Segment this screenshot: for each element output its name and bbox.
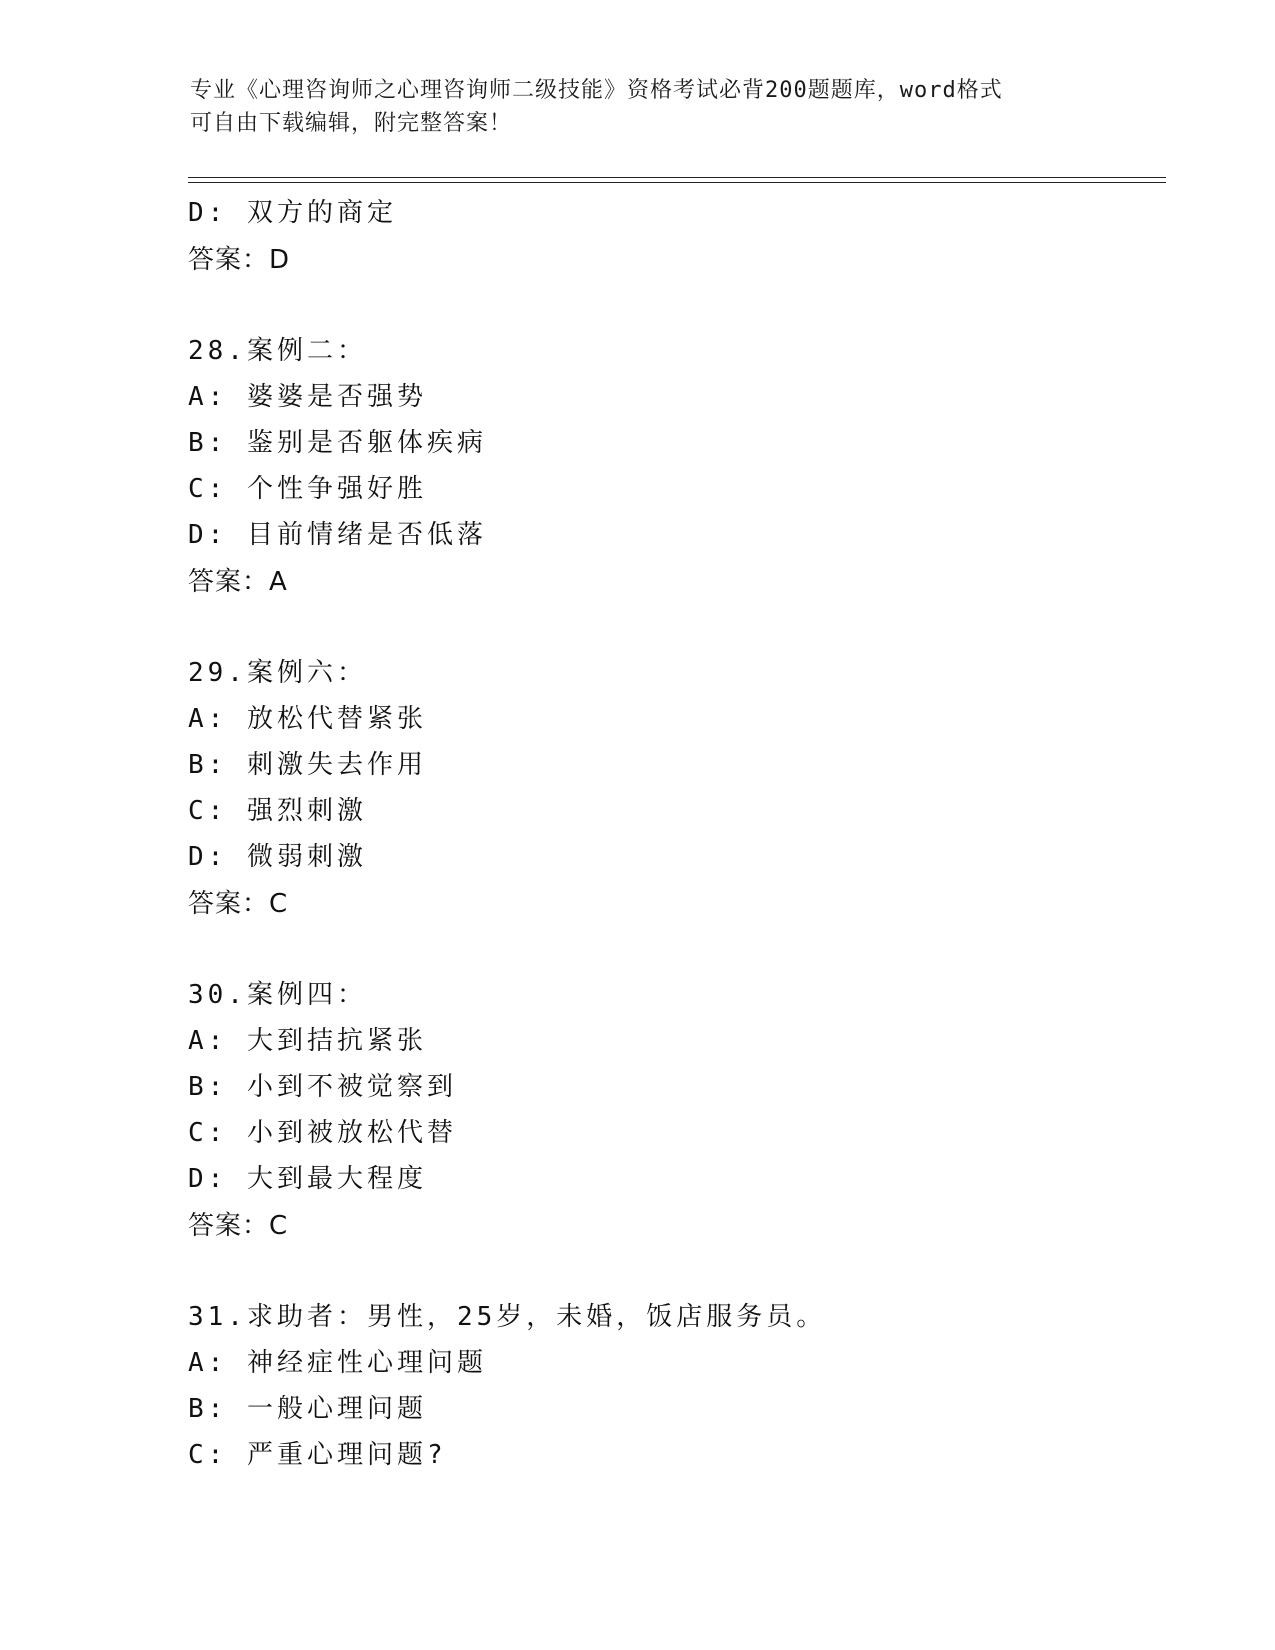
option-b: B: 小到不被觉察到 — [188, 1072, 457, 1102]
header-line-2: 可自由下载编辑，附完整答案！ — [190, 111, 513, 136]
question-31 — [188, 1294, 1148, 1478]
option-a: A: 大到拮抗紧张 — [188, 1026, 427, 1056]
question-30 — [188, 972, 1148, 1250]
option-d: D: 双方的商定 — [188, 198, 397, 228]
option-c: C: 个性争强好胜 — [188, 474, 427, 504]
header-divider-top — [188, 177, 1166, 178]
option-a: A: 神经症性心理问题 — [188, 1348, 487, 1378]
document-header — [190, 74, 1090, 140]
option-c: C: 严重心理问题? — [188, 1440, 447, 1470]
option-b: B: 刺激失去作用 — [188, 750, 427, 780]
spacer — [188, 284, 1148, 328]
option-d: D: 目前情绪是否低落 — [188, 520, 487, 550]
option-a: A: 放松代替紧张 — [188, 704, 427, 734]
option-b: B: 一般心理问题 — [188, 1394, 427, 1424]
spacer — [188, 606, 1148, 650]
question-29 — [188, 650, 1148, 928]
option-c: C: 小到被放松代替 — [188, 1118, 457, 1148]
question-title: 29.案例六： — [188, 658, 367, 688]
question-title: 31.求助者：男性，25岁，未婚，饭店服务员。 — [188, 1302, 827, 1332]
option-d: D: 大到最大程度 — [188, 1164, 427, 1194]
spacer — [188, 1250, 1148, 1294]
question-title: 30.案例四： — [188, 980, 367, 1010]
spacer — [188, 928, 1148, 972]
option-c: C: 强烈刺激 — [188, 796, 367, 826]
answer-line: 答案：C — [188, 1211, 289, 1241]
header-line-1: 专业《心理咨询师之心理咨询师二级技能》资格考试必背200题题库，word格式 — [190, 78, 1003, 103]
option-a: A: 婆婆是否强势 — [188, 382, 427, 412]
question-title: 28.案例二： — [188, 336, 367, 366]
option-b: B: 鉴别是否躯体疾病 — [188, 428, 487, 458]
option-d: D: 微弱刺激 — [188, 842, 367, 872]
question-28 — [188, 328, 1148, 606]
question-27-fragment — [188, 190, 1148, 284]
answer-line: 答案：A — [188, 567, 288, 597]
answer-line: 答案：D — [188, 245, 291, 275]
header-divider-bottom — [188, 182, 1166, 183]
question-list — [188, 190, 1148, 1478]
answer-line: 答案：C — [188, 889, 289, 919]
